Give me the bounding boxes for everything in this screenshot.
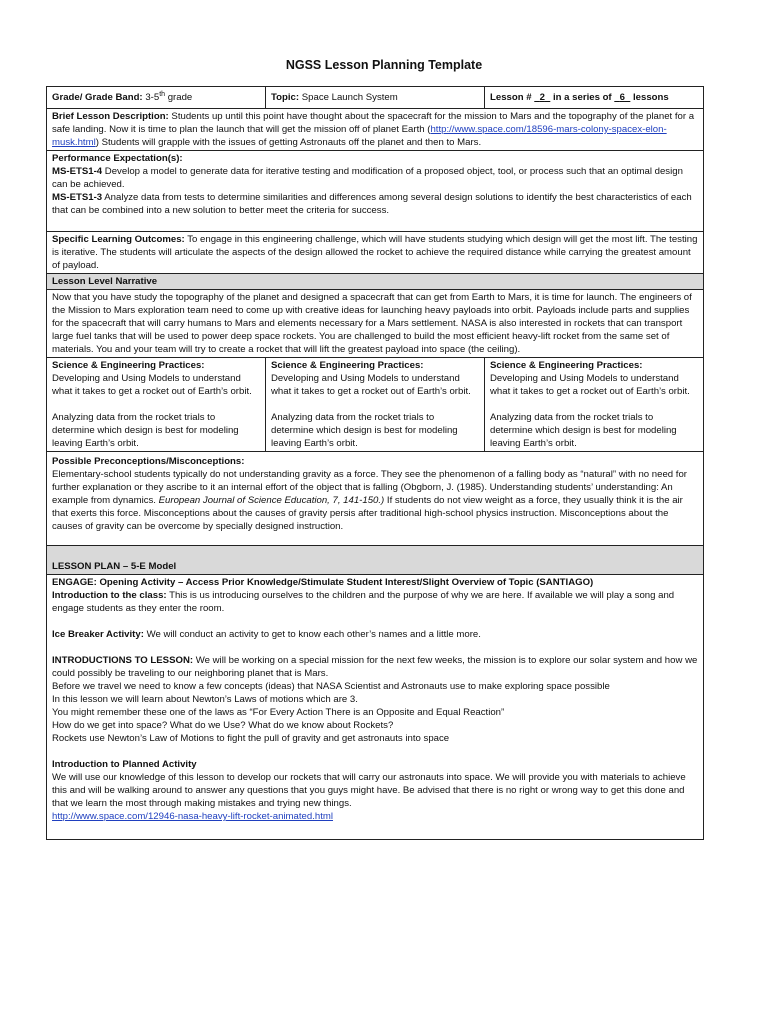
page-title: NGSS Lesson Planning Template	[285, 58, 483, 72]
learning-outcomes-cell: Specific Learning Outcomes: To engage in this engineering challenge, which will have students studying which design will get the most lift. The testing is iterative. The students will articulate the aspects of the design allowed the rocket to achieve the required distance while carrying the greatest amount of payload.	[47, 232, 704, 274]
grade-cell: Grade/ Grade Band: 3-5th grade	[47, 87, 266, 109]
preconceptions-row	[47, 452, 704, 546]
pe1-code: MS-ETS1-4	[52, 166, 103, 177]
brief-description-row	[47, 109, 704, 151]
narrative-label-row	[47, 274, 704, 290]
topic-cell: Topic: Space Launch System	[266, 87, 485, 109]
lesson-number-cell: Lesson # 2 in a series of 6 lessons	[485, 87, 704, 109]
lesson-plan-row	[47, 575, 704, 840]
engage-heading: ENGAGE: Opening Activity – Access Prior Knowledge/Stimulate Student Interest/Slight Overview of Topic (SANTIAGO)	[52, 577, 594, 588]
topic-value: Space Launch System	[301, 92, 398, 103]
learning-outcomes-row	[47, 232, 704, 274]
lesson-plan-table	[46, 86, 704, 840]
lesson-plan-cell: ENGAGE: Opening Activity – Access Prior Knowledge/Stimulate Student Interest/Slight Overview of Topic (SANTIAGO) Introduction to the class: This is us introducing ourselves to the children and the purpose of why we are here. If available we will play a song and engage students as they enter the room. Ice Breaker Activity: We will conduct an activity to get to know each other’s names and a little more. INTRODUCTIONS TO LESSON: We will be working on a special mission for the next few weeks, the mission is to explore our solar system and how we could possibly be traveling to our neighboring planet that is Mars. Before we travel we need to know a few concepts (ideas) that NASA Scientist and Astronauts use to make exploring space possible In this lesson we will learn about Newton’s Laws of motions which are 3. You might remember these one of the laws as “For Every Action There is an Opposite and Equal Reaction” How do we get into space? What do we Use? What do we know about Rockets? Rockets use Newton’s Law of Motions to fight the pull of gravity and get astronauts into space Introduction to Planned Activity We will use our knowledge of this lesson to develop our rockets that will carry our astronauts into space. We will provide you with materials to achieve this and will be walking around to answer any questions that you guys might have. Be advised that there is no right or wrong way to get this done and that we learn the most through making mistakes and trying new things. http://www.space.com/12946-nasa-heavy-lift-rocket-animated.html	[47, 575, 704, 840]
lesson-plan-label: LESSON PLAN – 5-E Model	[47, 546, 704, 575]
grade-value: 3-5	[145, 92, 160, 103]
pe2-code: MS-ETS1-3	[52, 192, 103, 203]
performance-expectations-row	[47, 151, 704, 232]
lesson-number: 2	[539, 92, 545, 103]
narrative-text: Now that you have study the topography of the planet and designed a spacecraft that can get from Earth to Mars, it is time for launch. The engineers of the Mission to Mars exploration team need to come up with creative ideas for launching heavy payloads into orbit. Payloads include parts and supplies for the spacecraft that will carry humans to Mars and elements necessary for a Mars settlement. NASA is also interested in rockets that can transport large fuel tanks that will be used to power deep space rockets. You are challenged to build the most efficient heavy-lift rocket from the same set of materials. You and your team will try to create a rocket that will lift the greatest payload into space (the ceiling).	[47, 290, 704, 358]
series-count: 6	[619, 92, 625, 103]
practices-cell: Science & Engineering Practices: Developing and Using Models to understand what it takes to get a rocket out of Earth’s orbit. Analyzing data from the rocket trials to determine which design is best for modeling leaving Earth’s orbit.	[485, 358, 704, 452]
brief-description-cell: Brief Lesson Description: Students up until this point have thought about the spacecraft for the mission to Mars and the topography of the planet for a safe landing. Now it is time to plan the launch that will get the mission off of planet Earth (http://www.space.com/18596-mars-colony-spacex-elon-musk.html) Students will grapple with the issues of getting Astronauts off the planet and then to Mars.	[47, 109, 704, 151]
narrative-row	[47, 290, 704, 358]
narrative-label: Lesson Level Narrative	[47, 274, 704, 290]
practices-cell: Science & Engineering Practices: Developing and Using Models to understand what it takes to get a rocket out of Earth’s orbit. Analyzing data from the rocket trials to determine which design is best for modeling leaving Earth’s orbit.	[266, 358, 485, 452]
preconceptions-cell: Possible Preconceptions/Misconceptions: Elementary-school students typically do not understanding gravity as a force. They see the phenomenon of a falling body as “natural” with no need for further explanation or they ascribe to it an internal effort of the object that is falling (Obgborn, J. (1985). Understanding students’ understanding: An example from dynamics. European Journal of Science Education, 7, 141-150.) If students do not view weight as a force, they usually think it is the air that exerts this force. Misconceptions about the causes of gravity persis after traditional high-school physics instruction. Misconceptions about the causes of gravity can be overcome by specially designed instruction.	[47, 452, 704, 546]
practices-cell: Science & Engineering Practices: Developing and Using Models to understand what it takes to get a rocket out of Earth’s orbit. Analyzing data from the rocket trials to determine which design is best for modeling leaving Earth’s orbit.	[47, 358, 266, 452]
header-row	[47, 87, 704, 109]
heavy-lift-rocket-link[interactable]: http://www.space.com/12946-nasa-heavy-lift-rocket-animated.html	[52, 811, 334, 822]
performance-expectations-cell: Performance Expectation(s): MS-ETS1-4 Develop a model to generate data for iterative testing and modification of a proposed object, tool, or process such that an optimal design can be achieved. MS-ETS1-3 Analyze data from tests to determine similarities and differences among several design solutions to identify the best characteristics of each that can be combined into a new solution to better meet the criteria for success.	[47, 151, 704, 232]
mars-colony-link[interactable]: http://www.space.com/18596-mars-colony-spacex-elon-musk.html	[52, 124, 667, 148]
lesson-plan-label-row	[47, 546, 704, 575]
practices-row	[47, 358, 704, 452]
